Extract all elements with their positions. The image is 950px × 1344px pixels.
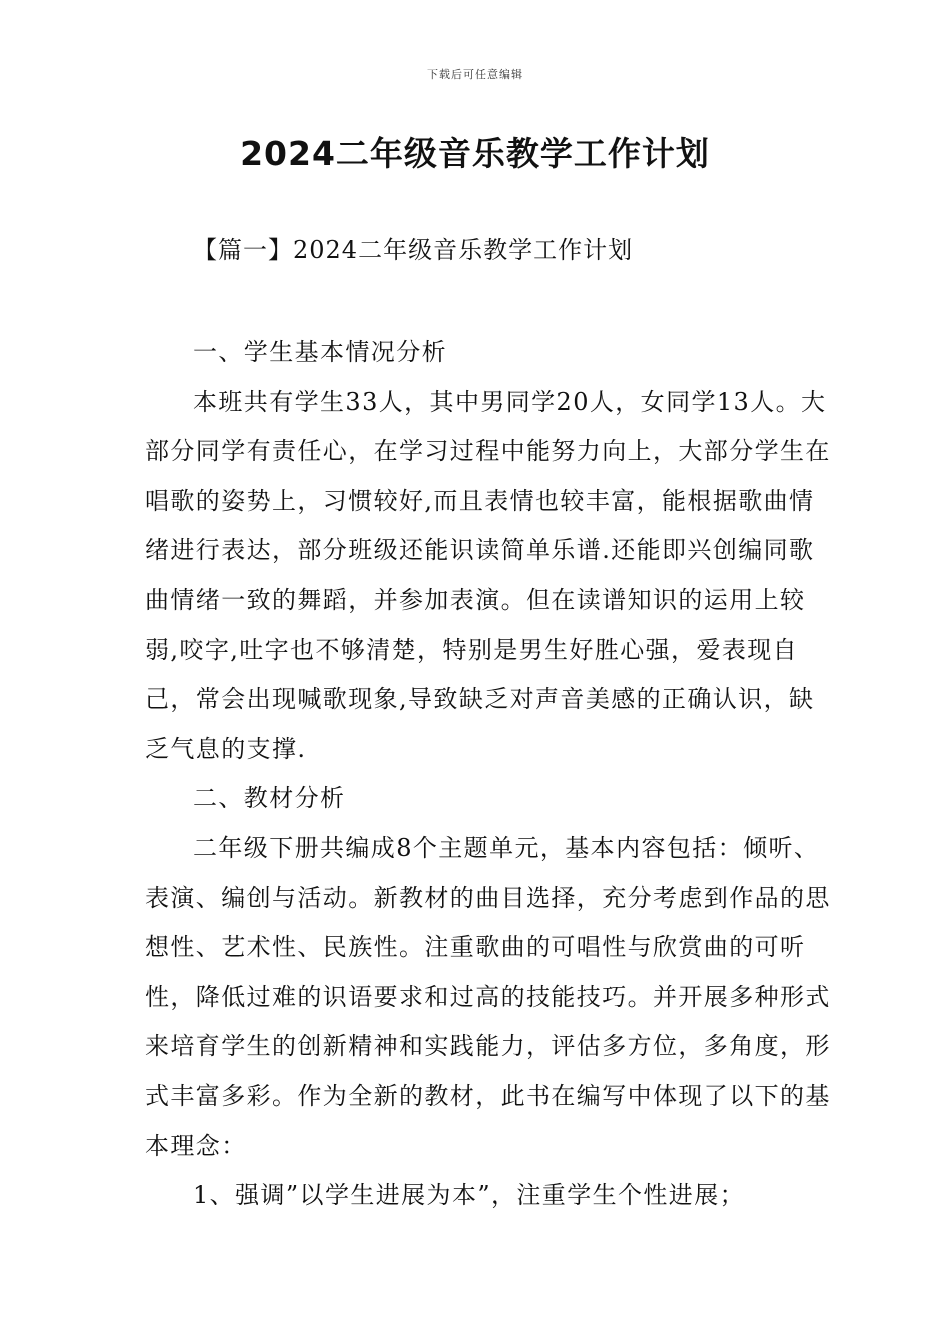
paragraph-student-analysis: 本班共有学生33人，其中男同学20人，女同学13人。大部分同学有责任心，在学习过程中能努力向上，大部分学生在唱歌的姿势上，习惯较好,而且表情也较丰富，能根据歌曲情绪进行表达，部分班级还能识读简单乐谱.还能即兴创编同歌曲情绪一致的舞蹈，并参加表演。但在读谱知识的运用上较弱,咬字,吐字也不够清楚，特别是男生好胜心强，爱表现自己，常会出现喊歌现象,导致缺乏对声音美感的正确认识，缺乏气息的支撑. bbox=[145, 387, 831, 763]
paragraph-principle-1: 1、强调”以学生进展为本”，注重学生个性进展； bbox=[193, 1181, 746, 1210]
document-title: 2024二年级音乐教学工作计划 bbox=[240, 134, 710, 173]
subheading-textbook-analysis: 二、教材分析 bbox=[193, 784, 346, 813]
subheading-student-analysis: 一、学生基本情况分析 bbox=[193, 338, 447, 366]
section-heading: 【篇一】2024二年级音乐教学工作计划 bbox=[193, 236, 634, 264]
document-body bbox=[145, 328, 835, 1221]
paragraph-textbook-analysis: 二年级下册共编成8个主题单元，基本内容包括：倾听、表演、编创与活动。新教材的曲目选择，充分考虑到作品的思想性、艺术性、民族性。注重歌曲的可唱性与欣赏曲的可听性，降低过难的识语要求和过高的技能技巧。并开展多种形式来培育学生的创新精神和实践能力，评估多方位，多角度，形式丰富多彩。作为全新的教材，此书在编写中体现了以下的基本理念： bbox=[145, 833, 831, 1160]
header-note: 下载后可任意编辑 bbox=[427, 68, 523, 81]
